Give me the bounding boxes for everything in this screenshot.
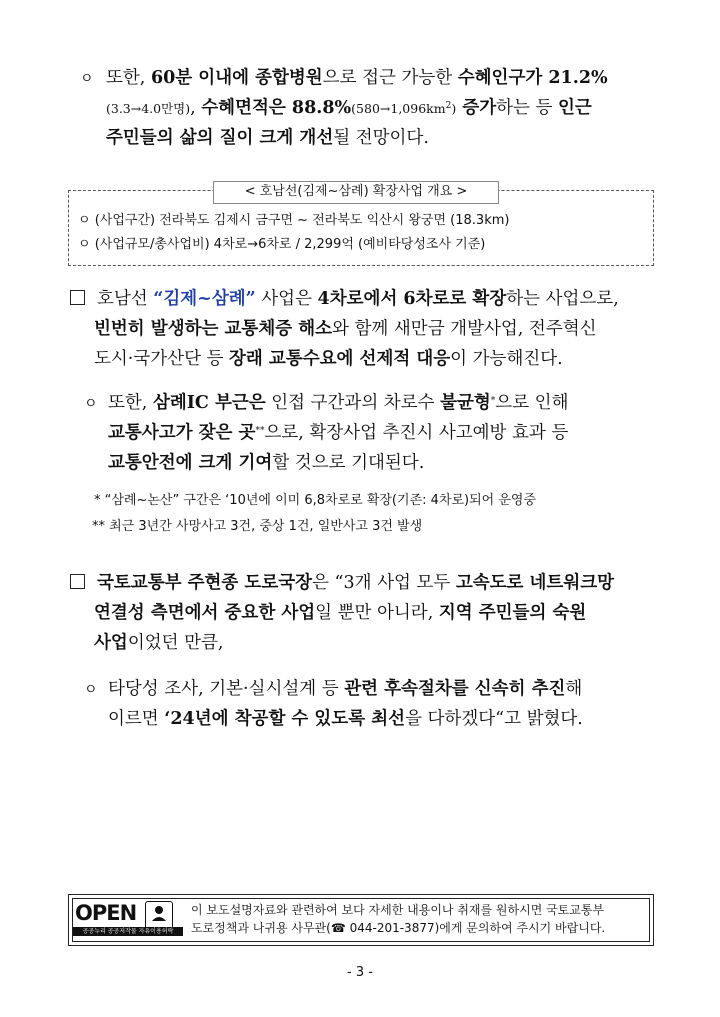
para1-line1: 또한, 60분 이내에 종합병원으로 접근 가능한 수혜인구가 21.2% [106,68,608,88]
person-icon [145,901,173,929]
summary-item-section: ㅇ (사업구간) 전라북도 김제시 금구면 ~ 전라북도 익산시 왕궁면 (18.3km) [78,213,510,228]
footnote-1: * “삼례~논산” 구간은 ‘10년에 이미 6,8차로로 확장(기존: 4차로)되어 운영중 [94,493,537,508]
para5-line1: 타당성 조사, 기본·실시설계 등 관련 후속절차를 신속히 추진해 [108,679,583,699]
para2-line2: 빈번히 발생하는 교통체증 해소와 함께 새만금 개발사업, 전주혁신 [94,319,597,339]
para1-line3: 주민들의 삶의 질이 크게 개선될 전망이다. [106,128,429,148]
contact-line-2: 도로정책과 나귀용 사무관(☎ 044-201-3877)에게 문의하여 주시기 바랍니다. [191,921,606,935]
para2-line3: 도시·국가산단 등 장래 교통수요에 선제적 대응이 가능해진다. [94,349,563,369]
para4-line1: 국토교통부 주현종 도로국장은 “3개 사업 모두 고속도로 네트워크망 [70,571,614,595]
para5-line2: 이르면 ‘24년에 착공할 수 있도록 최선을 다하겠다“고 밝혔다. [108,709,583,729]
para3-line1: 또한, 삼례IC 부근은 인접 구간과의 차로수 불균형*으로 인해 [108,393,569,413]
bullet-marker: ㅇ [84,682,98,698]
contact-footer [68,894,654,946]
checkbox-square-icon [70,574,85,589]
summary-item-scale: ㅇ (사업규모/총사업비) 4차로→6차로 / 2,299억 (예비타당성조사 기준) [78,237,486,252]
bullet-marker: ㅇ [80,71,94,87]
para3-line2: 교통사고가 잦은 곳**으로, 확장사업 추진시 사고예방 효과 등 [108,423,569,443]
open-logo-text: OPEN [75,901,137,925]
checkbox-square-icon [70,290,85,305]
bullet-marker: ㅇ [84,396,98,412]
page-number: - 3 - [347,965,373,980]
project-summary-title: < 호남선(김제~삼례) 확장사업 개요 > [213,181,499,204]
para4-line3: 사업이었던 만큼, [94,633,224,653]
para1-line2: (3.3→4.0만명), 수혜면적은 $88.8\%(580\to 1,096km^2)$ 증가하는 등 인근 [106,98,592,118]
footnote-2: ** 최근 3년간 사망사고 3건, 중상 1건, 일반사고 3건 발생 [92,519,423,534]
contact-line-1: 이 보도설명자료와 관련하여 보다 자세한 내용이나 취재를 원하시면 국토교통부 [191,903,605,917]
para4-line2: 연결성 측면에서 중요한 사업일 뿐만 아니라, 지역 주민들의 숙원 [94,603,587,623]
open-license-logo [73,899,185,937]
para2-line1: 호남선 “김제~삼례” 사업은 4차로에서 6차로로 확장하는 사업으로, [70,287,619,311]
license-strip: 공공누리 공공저작물 자유이용허락 [73,927,183,936]
para3-line3: 교통안전에 크게 기여할 것으로 기대된다. [108,453,425,473]
contact-text [191,901,605,937]
